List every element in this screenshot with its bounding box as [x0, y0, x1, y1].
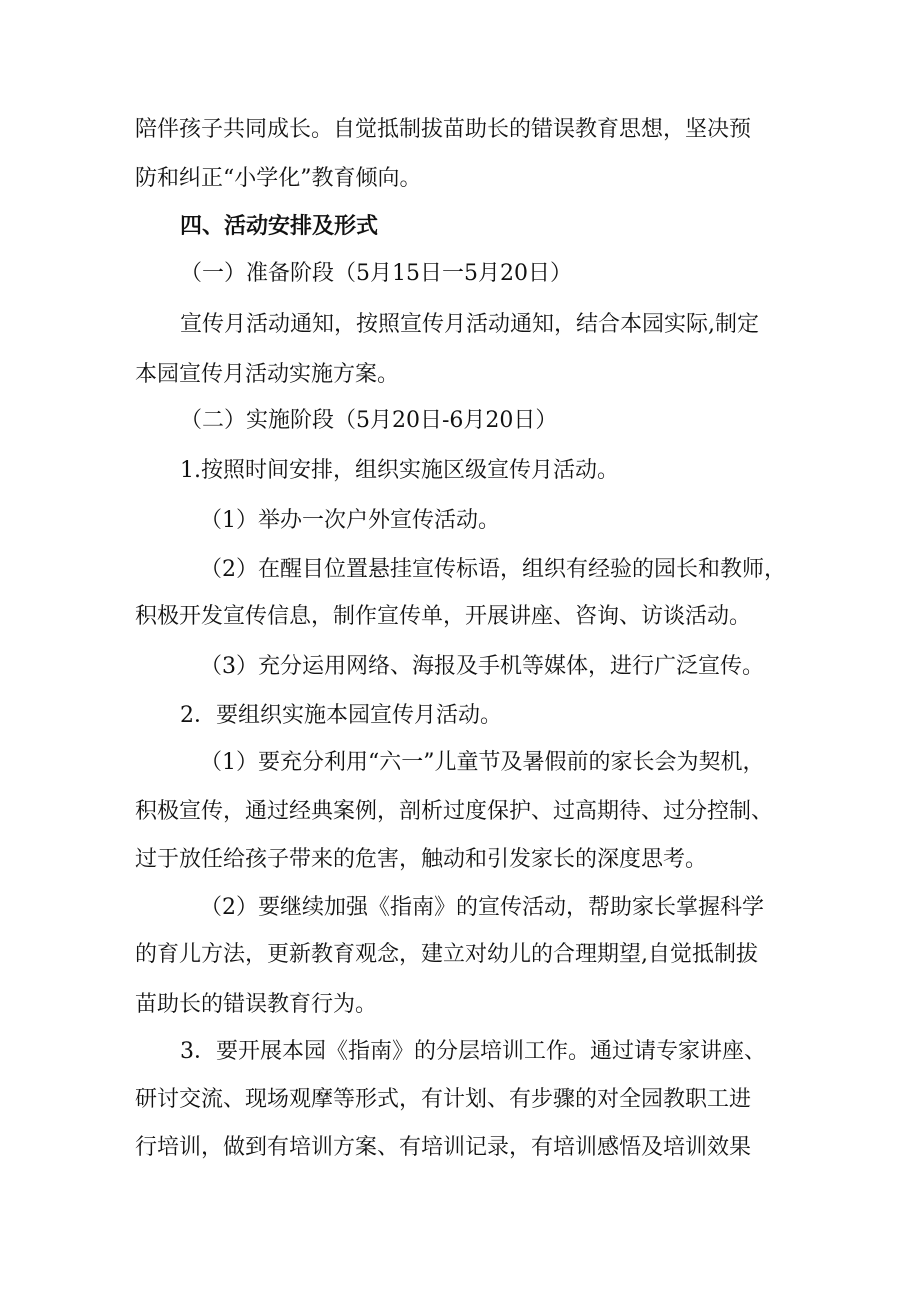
text-line: 陪伴孩子共同成长。自觉抵制拔苗助长的错误教育思想，坚决预	[135, 117, 752, 142]
text-line: （1）要充分利用“六一”儿童节及暑假前的家长会为契机，	[200, 750, 765, 775]
text-line: 2．要组织实施本园宣传月活动。	[180, 703, 502, 728]
subsection-heading: （二）实施阶段（5月20日-6月20日）	[180, 408, 558, 433]
subsection-heading: （一）准备阶段（5月15日一5月20日）	[180, 261, 572, 286]
section-heading: 四、活动安排及形式	[180, 214, 379, 239]
text-line: 的育儿方法，更新教育观念，建立对幼儿的合理期望,自觉抵制拔	[135, 942, 758, 967]
text-line: 本园宣传月活动实施方案。	[135, 362, 400, 387]
text-line: （2）要继续加强《指南》的宣传活动，帮助家长掌握科学	[200, 895, 764, 920]
text-line: 1.按照时间安排，组织实施区级宣传月活动。	[180, 458, 619, 483]
text-line: （3）充分运用网络、海报及手机等媒体，进行广泛宣传。	[200, 654, 764, 679]
text-line: （2）在醒目位置悬挂宣传标语，组织有经验的园长和教师，	[200, 557, 786, 582]
text-line: （1）举办一次户外宣传活动。	[200, 508, 500, 533]
text-line: 3．要开展本园《指南》的分层培训工作。通过请专家讲座、	[180, 1039, 766, 1064]
text-line: 研讨交流、现场观摩等形式，有计划、有步骤的对全园教职工进	[135, 1087, 752, 1112]
text-line: 苗助长的错误教育行为。	[135, 992, 378, 1017]
text-line: 积极宣传，通过经典案例，剖析过度保护、过高期待、过分控制、	[135, 799, 774, 824]
text-line: 宣传月活动通知，按照宣传月活动通知，结合本园实际,制定	[180, 312, 759, 337]
text-line: 积极开发宣传信息，制作宣传单，开展讲座、咨询、访谈活动。	[135, 604, 752, 629]
text-line: 防和纠正“小学化”教育倾向。	[135, 166, 422, 191]
text-line: 行培训，做到有培训方案、有培训记录，有培训感悟及培训效果	[135, 1135, 752, 1160]
text-line: 过于放任给孩子带来的危害，触动和引发家长的深度思考。	[135, 847, 708, 872]
